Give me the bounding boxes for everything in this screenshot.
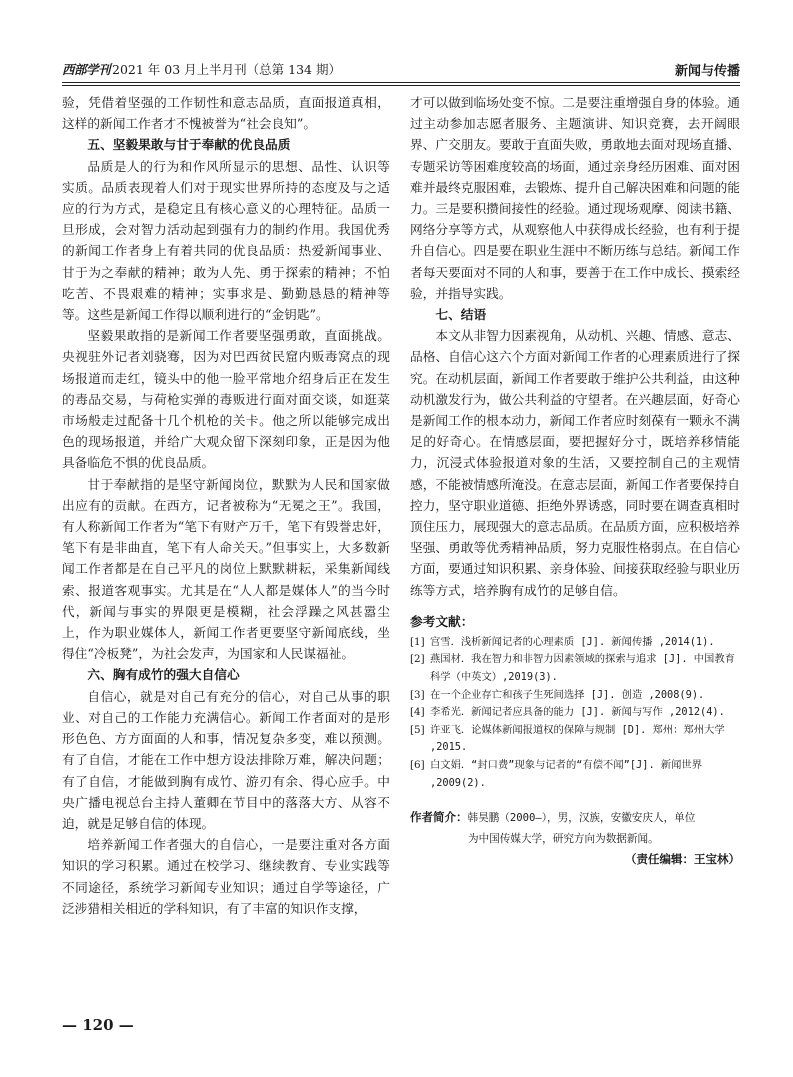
section-heading-7: 七、结语 <box>435 307 487 323</box>
paragraph: 品质是人的行为和作风所显示的思想、品性、认识等实质。品质表现着人们对于现实世界所持的态度及与之适应的行为方式，是稳定且有核心意义的心理特征。品质一旦形成，会对智力活动起到强有力的制约作用。我国优秀的新闻工作者身上有着共同的优良品质：热爱新闻事业、甘于为之奉献的精神；敢为人先、勇于探索的精神；不怕吃苦、不畏艰难的精神；实事求是、勤勤恳恳的精神等等。这些是新闻工作得以顺利进行的“金钥匙”。 <box>62 158 390 323</box>
issue-text: 2021 年 03 月上半月刊（总第 134 期） <box>112 62 341 77</box>
reference-item: [3] 在一个企业存亡和孩子生死间选择 [J]. 创造 ,2008(9). <box>410 688 705 701</box>
right-column <box>410 92 740 869</box>
left-column <box>62 92 390 919</box>
running-header <box>62 58 740 82</box>
paragraph: 坚毅果敢指的是新闻工作者要坚强勇敢，直面挑战。央视驻外记者刘骁骞，因为对巴西贫民窟内贩毒窝点的现场报道而走红，镜头中的他一脸平常地介绍身后正在发生的毒品交易，与荷枪实弹的毒贩进行面对面交谈，如逛菜市场般走过配备十几个机枪的关卡。他之所以能够完成出色的现场报道，并给广大观众留下深刻印象，正是因为他具备临危不惧的优良品质。 <box>62 328 390 471</box>
section-heading-5: 五、坚毅果敢与甘于奉献的优良品质 <box>87 137 291 153</box>
section-title: 新闻与传播 <box>674 64 740 79</box>
reference-item: [2] 燕国材．我在智力和非智力因素领域的探索与追求 [J]. 中国教育科学（中英文）,2019(3). <box>410 653 735 684</box>
paragraph: 培养新闻工作者强大的自信心，一是要注重对各方面知识的学习积累。通过在校学习、继续教育、专业实践等不同途径，系统学习新闻专业知识；通过自学等途径，广泛涉猎相关相近的学科知识，有了丰富的知识作支撑， <box>62 837 390 916</box>
section-heading-6: 六、胸有成竹的强大自信心 <box>87 667 240 683</box>
paragraph: 验，凭借着坚强的工作韧性和意志品质，直面报道真相，这样的新闻工作者才不愧被誉为“社会良知”。 <box>62 95 390 132</box>
paragraph: 自信心，就是对自己有充分的信心，对自己从事的职业、对自己的工作能力充满信心。新闻工作者面对的是形形色色、方方面面的人和事，情况复杂多变，难以预测。有了自信，才能在工作中想方设法排除万难，解决问题；有了自信，才能做到胸有成竹、游刃有余、得心应手。中央广播电视总台主持人董卿在节目中的落落大方、从容不迫，就是足够自信的体现。 <box>62 688 390 831</box>
author-bio-line1: 韩昊鹏（2000—），男，汉族，安徽安庆人，单位 <box>467 812 696 825</box>
author-bio-line2: 为中国传媒大学，研究方向为数据新闻。 <box>468 833 659 846</box>
reference-list <box>410 634 740 792</box>
reference-item: [6] 白文娟．“封口费”现象与记者的“有偿不闻”[J]. 新闻世界 ,2009(2). <box>410 759 703 789</box>
header-rule-thin <box>62 85 740 86</box>
responsible-editor: （责任编辑：王宝林） <box>625 852 740 867</box>
journal-issue <box>62 60 341 78</box>
references-title: 参考文献： <box>410 613 474 629</box>
paragraph: 本文从非智力因素视角，从动机、兴趣、情感、意志、品格、自信心这六个方面对新闻工作者的心理素质进行了探究。在动机层面，新闻工作者要敢于维护公共利益，由这种动机激发行为，做公共利益的守望者。在兴趣层面，好奇心是新闻工作的根本动力，新闻工作者应时刻葆有一颗永不满足的好奇心。在情感层面，要把握好分寸，既培养移情能力，沉浸式体验报道对象的生活，又要控制自己的主观情感，不能被情感所淹没。在意志层面，新闻工作者要保持自控力，坚守职业道德、拒绝外界诱惑，同时要在调查真相时顶住压力，展现强大的意志品质。在品质方面，应积极培养坚强、勇敢等优秀精神品质，努力克服性格弱点。在自信心方面，要通过知识积累、亲身体验、间接获取经验与职业历练等方式，培养胸有成竹的足够自信。 <box>410 328 740 598</box>
reference-item: [4] 李希光．新闻记者应具备的能力 [J]. 新闻与写作 ,2012(4). <box>410 706 725 719</box>
header-rule <box>62 82 740 83</box>
author-bio <box>410 807 740 849</box>
reference-item: [1] 宫雪．浅析新闻记者的心理素质 [J]. 新闻传播 ,2014(1). <box>410 635 715 648</box>
page-number: — 120 — <box>62 1016 134 1034</box>
paragraph: 甘于奉献指的是坚守新闻岗位，默默为人民和国家做出应有的贡献。在西方，记者被称为“无冕之王”。我国，有人称新闻工作者为“笔下有财产万千，笔下有毁誉忠奸，笔下有是非曲直，笔下有人命关天。”但事实上，大多数新闻工作者都是在自己平凡的岗位上默默耕耘，采集新闻线索、报道客观事实。尤其是在“人人都是媒体人”的当今时代，新闻与事实的界限更是模糊，社会浮躁之风甚嚣尘上，作为职业媒体人，新闻工作者更要坚守新闻底线，坐得住“冷板凳”，为社会发声，为国家和人民谋福祉。 <box>62 476 390 662</box>
author-bio-label: 作者简介： <box>410 810 468 825</box>
paragraph: 才可以做到临场处变不惊。二是要注重增强自身的体验。通过主动参加志愿者服务、主题演讲、知识竞赛，去开阔眼界、广交朋友。要敢于直面失败，勇敢地去面对现场直播、专题采访等困难度较高的场面，通过亲身经历困难、面对困难并最终克服困难，去锻炼、提升自己解决困难和问题的能力。三是要积攒间接性的经验。通过现场观摩、阅读书籍、网络分享等方式，从观察他人中获得成长经验，也有利于提升自信心。四是要在职业生涯中不断历练与总结。新闻工作者每天要面对不同的人和事，要善于在工作中成长、摸索经验，并指导实践。 <box>410 95 740 301</box>
reference-item: [5] 许亚飞．论媒体新闻报道权的保障与规制 [D]. 郑州：郑州大学 ,2015. <box>410 723 725 754</box>
journal-logo: 西部学刊 <box>62 62 111 77</box>
